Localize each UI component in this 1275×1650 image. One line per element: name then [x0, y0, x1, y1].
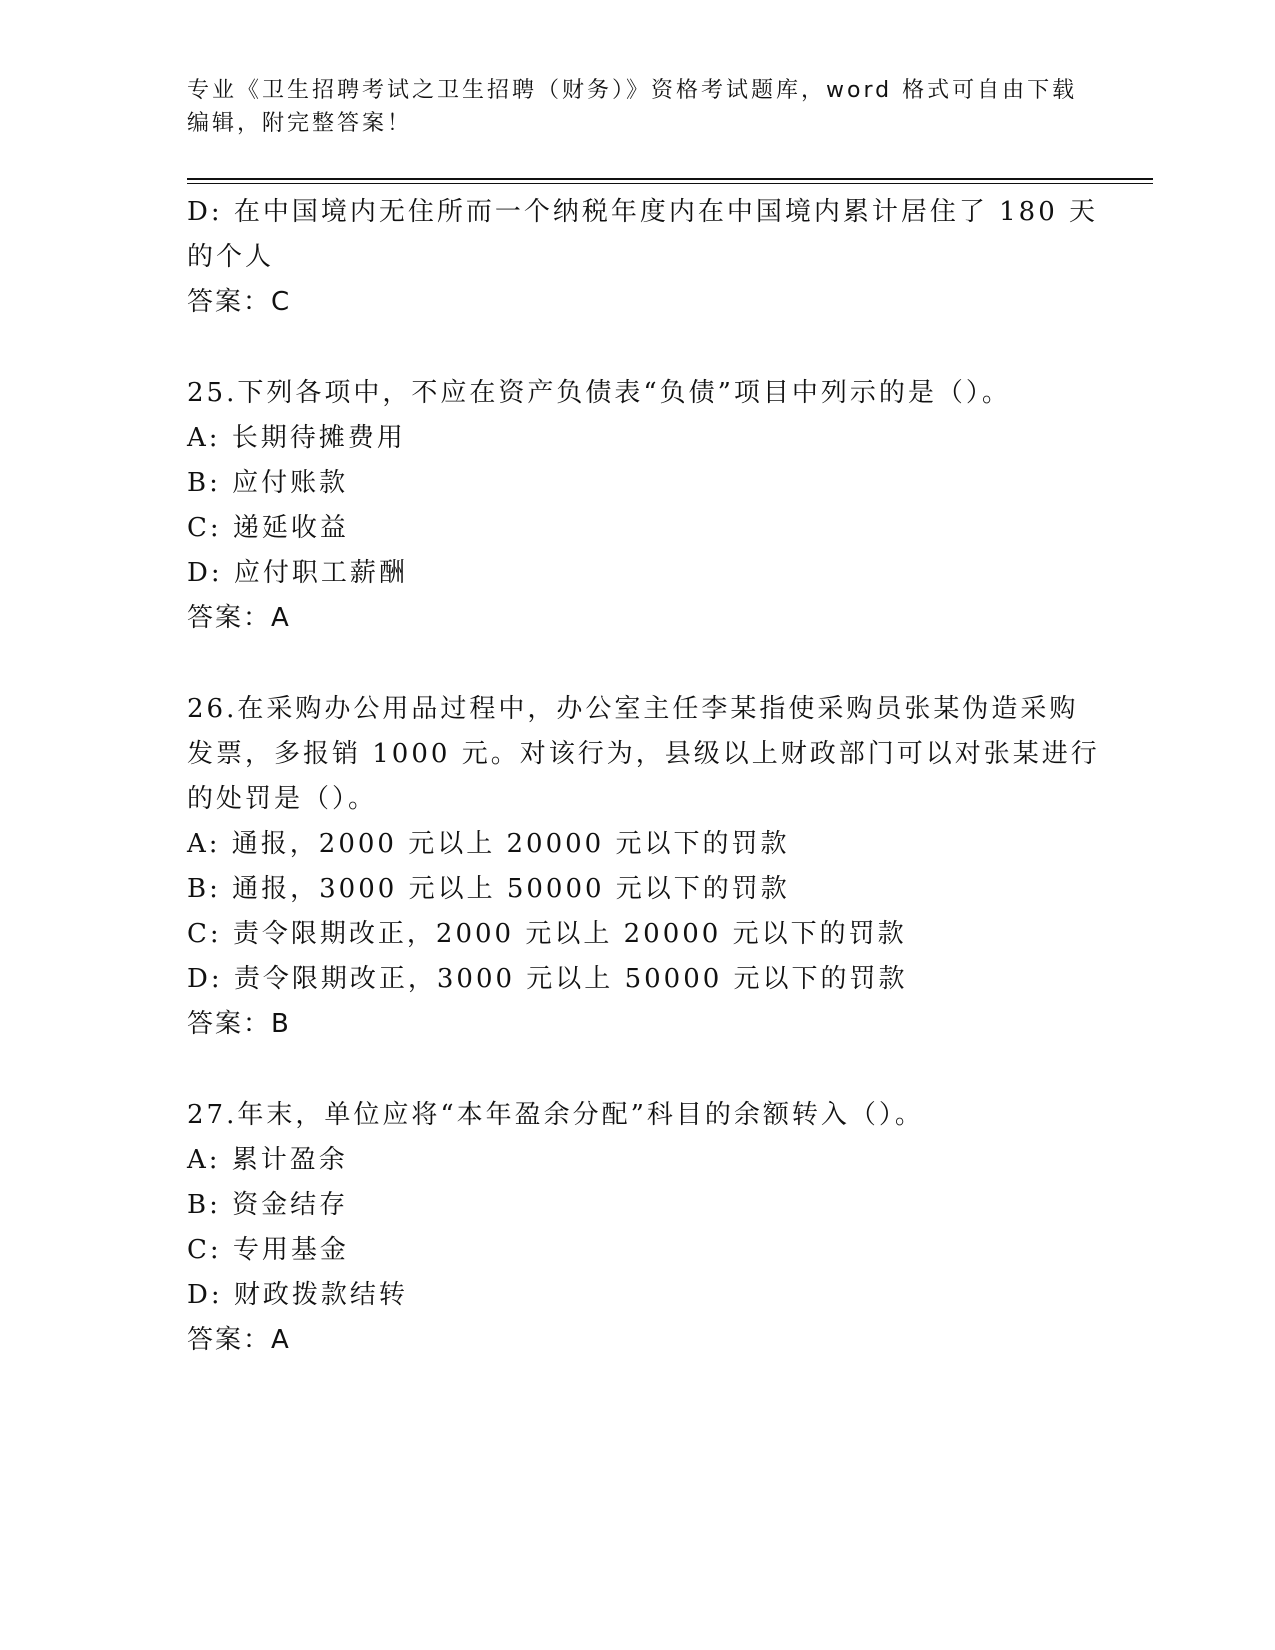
- option-d-line-1: D: 在中国境内无住所而一个纳税年度内在中国境内累计居住了 180 天: [187, 197, 1099, 227]
- option-b: B: 通报，3000 元以上 50000 元以下的罚款: [187, 874, 790, 904]
- option-b: B: 资金结存: [187, 1190, 349, 1220]
- option-b: B: 应付账款: [187, 468, 349, 498]
- option-c: C: 递延收益: [187, 513, 349, 543]
- option-a: A: 通报，2000 元以上 20000 元以下的罚款: [187, 829, 790, 859]
- spacer: [187, 641, 1087, 687]
- option-d-line-2: 的个人: [187, 242, 275, 272]
- answer-line: 答案：A: [187, 603, 291, 633]
- spacer: [187, 1047, 1087, 1093]
- answer-line: 答案：B: [187, 1009, 291, 1039]
- question-stem-line-1: 26.在采购办公用品过程中，办公室主任李某指使采购员张某伪造采购: [187, 694, 1079, 724]
- option-a: A: 长期待摊费用: [187, 423, 406, 453]
- question-25: [187, 371, 1087, 641]
- page-header: [187, 74, 1078, 140]
- header-rule-thick: [187, 178, 1153, 180]
- option-c: C: 责令限期改正，2000 元以上 20000 元以下的罚款: [187, 919, 907, 949]
- header-line-1: 专业《卫生招聘考试之卫生招聘（财务）》资格考试题库，word 格式可自由下载: [187, 78, 1078, 103]
- question-list: [187, 190, 1100, 1363]
- question-27: [187, 1093, 1087, 1363]
- spacer: [187, 325, 1087, 371]
- option-d: D: 应付职工薪酬: [187, 558, 408, 588]
- option-c: C: 专用基金: [187, 1235, 349, 1265]
- option-d: D: 财政拨款结转: [187, 1280, 408, 1310]
- question-stem-line-2: 发票，多报销 1000 元。对该行为，县级以上财政部门可以对张某进行: [187, 739, 1100, 769]
- option-a: A: 累计盈余: [187, 1145, 348, 1175]
- header-line-2: 编辑，附完整答案！: [187, 111, 413, 136]
- option-d: D: 责令限期改正，3000 元以上 50000 元以下的罚款: [187, 964, 908, 994]
- answer-line: 答案：C: [187, 287, 292, 317]
- question-stem: 25.下列各项中，不应在资产负债表“负债”项目中列示的是（）。: [187, 378, 1011, 408]
- question-stem: 27.年末，单位应将“本年盈余分配”科目的余额转入（）。: [187, 1100, 924, 1130]
- header-rule-thin: [187, 183, 1153, 184]
- question-26: [187, 687, 1100, 1047]
- question-24-remainder: [187, 190, 1099, 325]
- answer-line: 答案：A: [187, 1325, 291, 1355]
- question-stem-line-3: 的处罚是（）。: [187, 784, 378, 814]
